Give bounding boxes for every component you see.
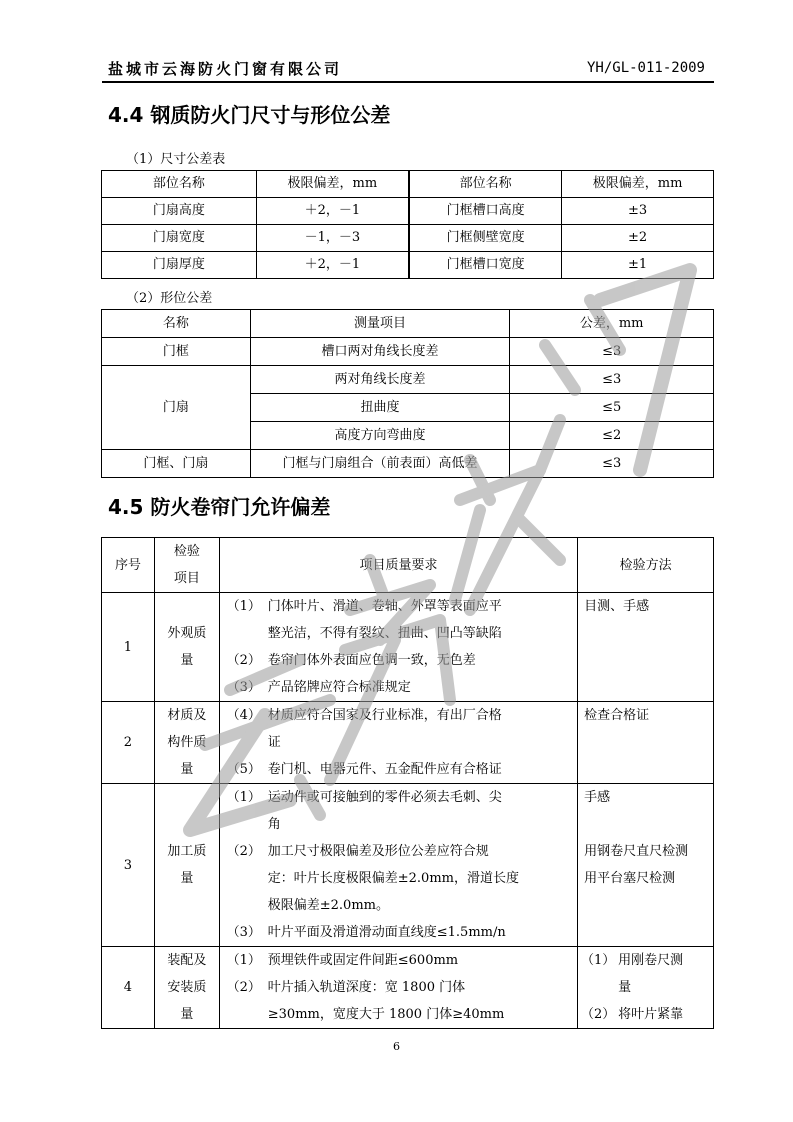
requirement-line [220,756,577,783]
table-header-row [102,538,714,593]
table-cell: ≤3 [510,338,714,366]
method-cell [578,702,714,784]
requirement-text: 定：叶片长度极限偏差±2.0mm，滑道长度 [267,871,519,886]
table-cell: ＋2，－1 [256,252,409,279]
page-number: 6 [393,1040,400,1053]
company-name: 盐城市云海防火门窗有限公司 [108,60,343,78]
table-cell: 门框与门扇组合（前表面）高低差 [250,450,510,478]
requirement-text: 产品铭牌应符合标准规定 [267,680,411,695]
form-position-tolerance-table [101,309,714,478]
table-cell: ±2 [562,225,714,252]
item-text: 量 [180,653,194,668]
section-4-5-title: 4.5 防火卷帘门允许偏差 [108,495,331,519]
requirement-number [220,865,268,892]
requirement-text: 角 [267,817,281,832]
table-row [102,252,714,279]
table-cell: ≤2 [510,422,714,450]
method-cell [578,784,714,947]
requirement-cell [219,593,577,702]
table-cell: 3 [102,784,155,947]
item-text: 构件质 [167,735,207,750]
table-row [102,702,714,784]
table-cell: ≤3 [510,366,714,394]
header-cell [154,538,219,593]
table-cell: 门框槽口高度 [409,198,562,225]
table-cell: 门扇 [102,366,251,450]
header-cell: 公差，mm [510,310,714,338]
requirement-number [220,729,268,756]
method-number [578,974,618,1001]
header-cell: 极限偏差，mm [562,171,714,198]
requirement-text: 门体叶片、滑道、卷轴、外罩等表面应平 [267,599,502,614]
requirement-text: 叶片插入轨道深度：宽 1800 门体 [267,980,466,995]
header-cell: 检验方法 [578,538,714,593]
method-cell [578,593,714,702]
table-cell: 门扇高度 [102,198,257,225]
table-cell: ≤5 [510,394,714,422]
requirement-number [220,620,268,647]
requirement-text: 整光洁，不得有裂纹、扭曲、凹凸等缺陷 [267,626,502,641]
table2-caption: （2）形位公差 [126,291,213,306]
requirement-number: （3） [226,680,261,695]
header-cell: 项目质量要求 [219,538,577,593]
requirement-number: （1） [226,953,261,968]
item-text: 量 [180,762,194,777]
header-cell: 部位名称 [409,171,562,198]
requirement-line [220,702,577,729]
table-cell [154,702,219,784]
requirement-number: （3） [226,925,261,940]
method-cell [578,947,714,1029]
requirement-line [220,838,577,865]
table-cell: －1，－3 [256,225,409,252]
requirement-line [220,919,577,946]
header-cell: 部位名称 [102,171,257,198]
requirement-line [220,593,577,620]
requirement-line [220,729,577,756]
requirement-text: 卷门机、电器元件、五金配件应有合格证 [267,762,502,777]
item-text: 量 [180,871,194,886]
header-text: 项目 [173,571,200,586]
table-cell: 1 [102,593,155,702]
requirement-number [220,892,268,919]
method-text: 检查合格证 [584,708,650,723]
table-cell: 高度方向弯曲度 [250,422,510,450]
method-number: （2） [581,1007,616,1022]
table-row [102,593,714,702]
requirement-number: （2） [226,653,261,668]
method-text: 手感 [584,790,611,805]
requirement-cell [219,947,577,1029]
method-text: 量 [618,980,632,995]
item-text: 加工质 [167,844,207,859]
table-cell: 扭曲度 [250,394,510,422]
method-line [578,947,713,974]
method-text: 用钢卷尺直尺检测 [584,844,689,859]
requirement-number: （2） [226,980,261,995]
section-4-4-title: 4.4 钢质防火门尺寸与形位公差 [108,103,391,127]
header-divider [102,81,714,83]
table-cell: 门扇宽度 [102,225,257,252]
requirement-cell [219,784,577,947]
table-cell: 槽口两对角线长度差 [250,338,510,366]
requirement-number: （5） [226,762,261,777]
item-text: 安装质 [167,980,207,995]
table-cell [154,947,219,1029]
method-text: 用刚卷尺测 [618,953,684,968]
requirement-number: （2） [226,844,261,859]
requirement-text: 运动件或可接触到的零件必须去毛刺、尖 [267,790,502,805]
requirement-line [220,647,577,674]
item-text: 量 [180,1007,194,1022]
header-text: 检验 [173,544,200,559]
rolling-door-tolerance-table [101,537,714,1029]
requirement-line [220,674,577,701]
requirement-line [220,1001,577,1028]
table-cell: ±1 [562,252,714,279]
method-line [578,1001,713,1028]
method-text: 用平台塞尺检测 [584,871,676,886]
table-cell: 门扇厚度 [102,252,257,279]
table-row [102,784,714,947]
table-row [102,338,714,366]
requirement-number [220,1001,268,1028]
requirement-text: ≥30mm，宽度大于 1800 门体≥40mm [267,1007,505,1022]
requirement-line [220,974,577,1001]
requirement-line [220,811,577,838]
requirement-number [220,811,268,838]
table-cell: 2 [102,702,155,784]
table-cell: 两对角线长度差 [250,366,510,394]
requirement-text: 材质应符合国家及行业标准，有出厂合格 [267,708,502,723]
header-cell: 名称 [102,310,251,338]
requirement-text: 极限偏差±2.0mm。 [267,898,389,913]
header-cell: 序号 [102,538,155,593]
table-row [102,450,714,478]
table-header-row [102,171,714,198]
item-text: 材质及 [167,708,207,723]
table-row [102,366,714,394]
method-number: （1） [581,953,616,968]
method-text: 将叶片紧靠 [618,1007,684,1022]
requirement-text: 证 [267,735,281,750]
requirement-text: 预埋铁件或固定件间距≤600mm [267,953,459,968]
table-row [102,947,714,1029]
document-code: YH/GL-011-2009 [586,60,705,76]
header-cell: 测量项目 [250,310,510,338]
dimension-tolerance-table [101,170,714,279]
requirement-number: （1） [226,599,261,614]
table-cell: 门框侧壁宽度 [409,225,562,252]
table-cell: ≤3 [510,450,714,478]
requirement-text: 加工尺寸极限偏差及形位公差应符合规 [267,844,489,859]
method-line [578,974,713,1001]
table-cell: ±3 [562,198,714,225]
table-cell: 门框 [102,338,251,366]
table-cell [154,593,219,702]
item-text: 外观质 [167,626,207,641]
requirement-number: （4） [226,708,261,723]
table-cell [154,784,219,947]
requirement-number: （1） [226,790,261,805]
requirement-line [220,620,577,647]
item-text: 装配及 [167,953,207,968]
table1-caption: （1）尺寸公差表 [126,152,226,167]
requirement-line [220,865,577,892]
table-header-row [102,310,714,338]
table-row [102,225,714,252]
method-spacer [584,811,713,838]
requirement-line [220,892,577,919]
method-text: 目测、手感 [584,599,650,614]
table-cell: 4 [102,947,155,1029]
requirement-line [220,947,577,974]
requirement-line [220,784,577,811]
requirement-text: 叶片平面及滑道滑动面直线度≤1.5mm/n [267,925,506,940]
requirement-cell [219,702,577,784]
requirement-text: 卷帘门体外表面应色调一致，无色差 [267,653,476,668]
table-cell: ＋2，－1 [256,198,409,225]
table-row [102,198,714,225]
header-cell: 极限偏差，mm [256,171,409,198]
table-cell: 门框、门扇 [102,450,251,478]
table-cell: 门框槽口宽度 [409,252,562,279]
